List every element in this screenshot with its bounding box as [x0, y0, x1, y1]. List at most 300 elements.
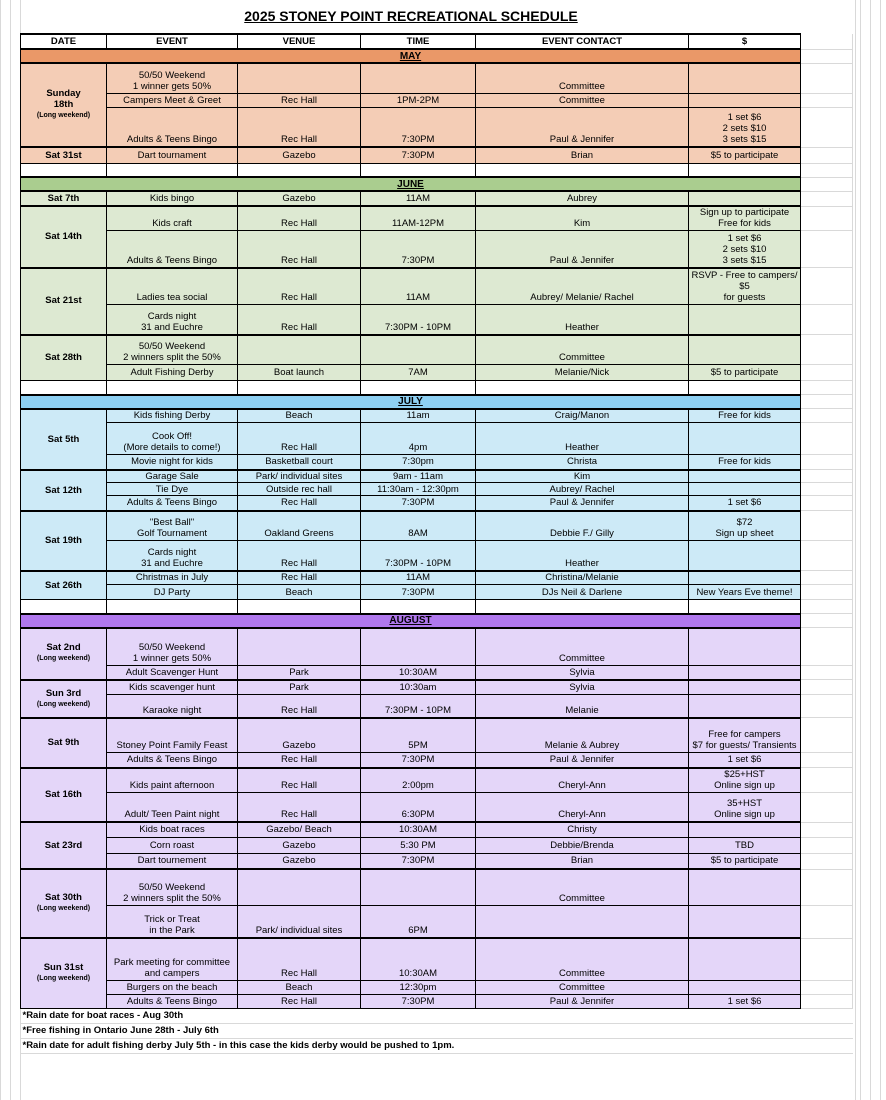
- event-row: [21, 938, 853, 980]
- event-row: [21, 718, 853, 753]
- event-venue: [238, 628, 361, 666]
- empty-cell: [801, 666, 853, 680]
- event-row: [21, 147, 853, 163]
- event-venue: Rec Hall: [238, 268, 361, 305]
- event-contact: Christy: [476, 822, 689, 837]
- event-price: New Years Eve theme!: [689, 585, 801, 600]
- empty-cell: [361, 381, 476, 395]
- event-contact: Aubrey/ Rachel: [476, 483, 689, 496]
- empty-cell: [801, 268, 853, 305]
- event-contact: Brian: [476, 147, 689, 163]
- event-name: Ladies tea social: [107, 268, 238, 305]
- empty-cell: [801, 483, 853, 496]
- empty-cell: [801, 49, 853, 63]
- long-weekend-note: (Long weekend): [36, 700, 91, 708]
- event-name: 50/50 Weekend 1 winner gets 50%: [107, 63, 238, 93]
- event-date-label: Sat 7th: [47, 193, 80, 204]
- empty-cell: [476, 163, 689, 177]
- event-venue: Rec Hall: [238, 695, 361, 718]
- event-date: [21, 628, 107, 680]
- event-price: [689, 571, 801, 585]
- empty-cell: [801, 409, 853, 423]
- event-venue: Beach: [238, 585, 361, 600]
- empty-cell: [238, 381, 361, 395]
- spacer-row: [21, 600, 853, 614]
- event-venue: Rec Hall: [238, 938, 361, 980]
- event-row: [21, 93, 853, 107]
- event-date-label: Sat 28th: [45, 351, 82, 363]
- spacer-row: [21, 381, 853, 395]
- empty-cell: [21, 381, 107, 395]
- event-venue: Rec Hall: [238, 231, 361, 268]
- event-venue: Gazebo: [238, 191, 361, 206]
- event-time: 7:30PM: [361, 107, 476, 147]
- event-venue: Rec Hall: [238, 994, 361, 1008]
- event-venue: Rec Hall: [238, 768, 361, 793]
- empty-cell: [801, 869, 853, 905]
- schedule-table: [20, 33, 853, 1054]
- event-venue: Oakland Greens: [238, 511, 361, 541]
- empty-cell: [801, 470, 853, 483]
- event-name: Karaoke night: [107, 695, 238, 718]
- empty-cell: [801, 822, 853, 837]
- empty-cell: [801, 34, 853, 49]
- empty-cell: [801, 541, 853, 571]
- event-name: Adult Scavenger Hunt: [107, 666, 238, 680]
- empty-cell: [801, 395, 853, 409]
- schedule-title: 2025 STONEY POINT RECREATIONAL SCHEDULE: [244, 8, 578, 24]
- event-contact: Heather: [476, 305, 689, 335]
- event-name: Kids bingo: [107, 191, 238, 206]
- empty-cell: [21, 163, 107, 177]
- event-row: [21, 571, 853, 585]
- event-venue: [238, 335, 361, 365]
- event-price: Free for kids: [689, 409, 801, 423]
- empty-cell: [238, 600, 361, 614]
- event-venue: Rec Hall: [238, 93, 361, 107]
- event-price: 1 set $6 2 sets $10 3 sets $15: [689, 107, 801, 147]
- event-venue: Rec Hall: [238, 206, 361, 231]
- event-price: 1 set $6: [689, 496, 801, 511]
- event-venue: Rec Hall: [238, 423, 361, 455]
- event-name: Kids craft: [107, 206, 238, 231]
- empty-cell: [238, 163, 361, 177]
- event-contact: Committee: [476, 93, 689, 107]
- empty-cell: [801, 231, 853, 268]
- empty-cell: [801, 511, 853, 541]
- event-venue: Gazebo: [238, 718, 361, 753]
- empty-cell: [801, 63, 853, 93]
- event-contact: Sylvia: [476, 666, 689, 680]
- event-time: 10:30AM: [361, 822, 476, 837]
- event-name: Cards night 31 and Euchre: [107, 541, 238, 571]
- event-price: [689, 980, 801, 994]
- event-date-label: Sunday 18th: [46, 88, 81, 110]
- event-venue: Rec Hall: [238, 496, 361, 511]
- event-row: [21, 206, 853, 231]
- event-price: $5 to participate: [689, 365, 801, 381]
- long-weekend-note: (Long weekend): [36, 974, 91, 982]
- event-time: 7:30PM: [361, 585, 476, 600]
- event-row: [21, 423, 853, 455]
- event-date-label: Sat 14th: [45, 230, 82, 242]
- event-name: Trick or Treat in the Park: [107, 905, 238, 938]
- event-time: 7:30PM - 10PM: [361, 305, 476, 335]
- header-contact: EVENT CONTACT: [476, 34, 689, 49]
- event-price: 1 set $6 2 sets $10 3 sets $15: [689, 231, 801, 268]
- empty-cell: [476, 600, 689, 614]
- event-price: [689, 695, 801, 718]
- schedule-body: [21, 34, 853, 1053]
- event-venue: Rec Hall: [238, 753, 361, 768]
- event-price: [689, 470, 801, 483]
- event-date-label: Sat 5th: [47, 433, 80, 445]
- empty-cell: [801, 905, 853, 938]
- event-contact: Kim: [476, 206, 689, 231]
- event-date-label: Sat 9th: [47, 736, 80, 748]
- event-row: [21, 869, 853, 905]
- event-venue: Beach: [238, 409, 361, 423]
- event-time: 11AM: [361, 268, 476, 305]
- event-venue: [238, 63, 361, 93]
- event-name: "Best Ball" Golf Tournament: [107, 511, 238, 541]
- event-name: Cook Off! (More details to come!): [107, 423, 238, 455]
- event-price: [689, 541, 801, 571]
- footnote-row: [21, 1038, 853, 1053]
- event-row: [21, 980, 853, 994]
- event-row: [21, 792, 853, 822]
- event-contact: Aubrey: [476, 191, 689, 206]
- month-name: JULY: [21, 395, 801, 409]
- event-row: [21, 994, 853, 1008]
- empty-cell: [107, 163, 238, 177]
- event-contact: Paul & Jennifer: [476, 994, 689, 1008]
- event-venue: Park: [238, 680, 361, 695]
- event-name: Adults & Teens Bingo: [107, 496, 238, 511]
- event-name: Stoney Point Family Feast: [107, 718, 238, 753]
- event-contact: DJs Neil & Darlene: [476, 585, 689, 600]
- event-name: Cards night 31 and Euchre: [107, 305, 238, 335]
- header-price: $: [689, 34, 801, 49]
- spacer-row: [21, 163, 853, 177]
- event-venue: Rec Hall: [238, 792, 361, 822]
- event-row: [21, 753, 853, 768]
- event-date: [21, 63, 107, 147]
- header-event: EVENT: [107, 34, 238, 49]
- event-price: $5 to participate: [689, 853, 801, 869]
- event-price: [689, 191, 801, 206]
- empty-cell: [801, 147, 853, 163]
- month-header-row: [21, 395, 853, 409]
- event-time: [361, 869, 476, 905]
- event-time: 11:30am - 12:30pm: [361, 483, 476, 496]
- event-time: 7:30PM: [361, 231, 476, 268]
- empty-cell: [801, 571, 853, 585]
- event-contact: Debbie/Brenda: [476, 837, 689, 853]
- empty-cell: [801, 163, 853, 177]
- event-price: [689, 628, 801, 666]
- event-row: [21, 191, 853, 206]
- event-row: [21, 768, 853, 793]
- event-date: [21, 869, 107, 938]
- event-venue: Basketball court: [238, 455, 361, 470]
- event-price: RSVP - Free to campers/ $5 for guests: [689, 268, 801, 305]
- empty-cell: [801, 938, 853, 980]
- event-venue: Rec Hall: [238, 107, 361, 147]
- empty-cell: [801, 206, 853, 231]
- event-venue: Boat launch: [238, 365, 361, 381]
- event-row: [21, 231, 853, 268]
- long-weekend-note: (Long weekend): [36, 655, 91, 662]
- empty-cell: [801, 496, 853, 511]
- empty-cell: [801, 600, 853, 614]
- event-date-label: Sat 19th: [45, 534, 82, 546]
- event-row: [21, 666, 853, 680]
- event-name: Adult Fishing Derby: [107, 365, 238, 381]
- event-date-label: Sat 16th: [45, 788, 82, 800]
- event-price: [689, 423, 801, 455]
- event-price: $72 Sign up sheet: [689, 511, 801, 541]
- empty-cell: [689, 163, 801, 177]
- event-time: 7:30PM - 10PM: [361, 541, 476, 571]
- header-venue: VENUE: [238, 34, 361, 49]
- event-date-label: Sun 3rd: [45, 687, 82, 699]
- empty-cell: [107, 381, 238, 395]
- event-name: Adults & Teens Bingo: [107, 231, 238, 268]
- event-contact: Heather: [476, 423, 689, 455]
- event-row: [21, 680, 853, 695]
- event-time: 10:30am: [361, 680, 476, 695]
- empty-cell: [801, 614, 853, 628]
- event-time: 11AM: [361, 571, 476, 585]
- event-price: [689, 335, 801, 365]
- month-name: MAY: [21, 49, 801, 63]
- empty-cell: [801, 768, 853, 793]
- event-date: [21, 335, 107, 381]
- event-row: [21, 268, 853, 305]
- event-price: [689, 680, 801, 695]
- event-contact: Melanie & Aubrey: [476, 718, 689, 753]
- event-venue: Rec Hall: [238, 541, 361, 571]
- empty-cell: [801, 837, 853, 853]
- event-time: 11am: [361, 409, 476, 423]
- event-row: [21, 541, 853, 571]
- event-date: [21, 470, 107, 511]
- event-time: 1PM-2PM: [361, 93, 476, 107]
- event-contact: Kim: [476, 470, 689, 483]
- event-row: [21, 695, 853, 718]
- event-venue: Gazebo: [238, 853, 361, 869]
- event-venue: Rec Hall: [238, 305, 361, 335]
- event-name: Movie night for kids: [107, 455, 238, 470]
- event-venue: [238, 869, 361, 905]
- event-name: Adults & Teens Bingo: [107, 107, 238, 147]
- event-venue: Rec Hall: [238, 571, 361, 585]
- event-price: [689, 63, 801, 93]
- event-date-label: Sun 31st: [43, 961, 84, 973]
- event-price: [689, 305, 801, 335]
- event-name: Adult/ Teen Paint night: [107, 792, 238, 822]
- empty-cell: [801, 680, 853, 695]
- event-time: [361, 63, 476, 93]
- event-date-label: Sat 21st: [45, 295, 82, 306]
- event-time: [361, 628, 476, 666]
- empty-cell: [361, 600, 476, 614]
- event-row: [21, 585, 853, 600]
- event-date: [21, 206, 107, 268]
- event-contact: Committee: [476, 335, 689, 365]
- empty-cell: [801, 365, 853, 381]
- event-time: 5PM: [361, 718, 476, 753]
- empty-cell: [801, 177, 853, 191]
- header-date: DATE: [21, 34, 107, 49]
- event-time: 6PM: [361, 905, 476, 938]
- empty-cell: [801, 423, 853, 455]
- header-time: TIME: [361, 34, 476, 49]
- event-row: [21, 455, 853, 470]
- event-name: Christmas in July: [107, 571, 238, 585]
- empty-cell: [801, 305, 853, 335]
- empty-cell: [801, 718, 853, 753]
- event-date: [21, 147, 107, 163]
- event-time: 4pm: [361, 423, 476, 455]
- event-row: [21, 837, 853, 853]
- event-price: [689, 938, 801, 980]
- event-date-label: Sat 23rd: [44, 840, 83, 851]
- event-venue: Outside rec hall: [238, 483, 361, 496]
- event-row: [21, 853, 853, 869]
- event-price: Free for campers $7 for guests/ Transients: [689, 718, 801, 753]
- event-price: [689, 822, 801, 837]
- event-name: Burgers on the beach: [107, 980, 238, 994]
- empty-cell: [21, 600, 107, 614]
- event-time: 6:30PM: [361, 792, 476, 822]
- event-price: [689, 483, 801, 496]
- month-header-row: [21, 614, 853, 628]
- event-time: 11AM-12PM: [361, 206, 476, 231]
- event-venue: Gazebo: [238, 147, 361, 163]
- event-price: 35+HST Online sign up: [689, 792, 801, 822]
- event-date-label: Sat 26th: [45, 579, 82, 591]
- event-row: [21, 822, 853, 837]
- event-price: TBD: [689, 837, 801, 853]
- event-date: [21, 768, 107, 823]
- event-contact: Debbie F./ Gilly: [476, 511, 689, 541]
- empty-cell: [801, 695, 853, 718]
- event-name: Kids fishing Derby: [107, 409, 238, 423]
- empty-cell: [801, 792, 853, 822]
- event-contact: Paul & Jennifer: [476, 753, 689, 768]
- footnote: *Rain date for adult fishing derby July 5th - in this case the kids derby would be pushed to 1pm.: [21, 1038, 853, 1053]
- event-row: [21, 496, 853, 511]
- event-row: [21, 483, 853, 496]
- event-time: 7AM: [361, 365, 476, 381]
- event-name: Dart tournament: [107, 147, 238, 163]
- event-venue: Gazebo: [238, 837, 361, 853]
- month-name: JUNE: [21, 177, 801, 191]
- footnote: *Rain date for boat races - Aug 30th: [21, 1008, 853, 1023]
- event-time: 7:30PM: [361, 496, 476, 511]
- event-venue: Park/ individual sites: [238, 470, 361, 483]
- empty-cell: [361, 163, 476, 177]
- event-row: [21, 628, 853, 666]
- event-price: $5 to participate: [689, 147, 801, 163]
- event-row: [21, 107, 853, 147]
- event-row: [21, 305, 853, 335]
- event-contact: Melanie: [476, 695, 689, 718]
- event-date: [21, 511, 107, 571]
- footnote-row: [21, 1023, 853, 1038]
- event-date: [21, 938, 107, 1008]
- event-row: [21, 409, 853, 423]
- empty-cell: [801, 191, 853, 206]
- empty-cell: [801, 980, 853, 994]
- event-contact: Heather: [476, 541, 689, 571]
- event-contact: Committee: [476, 628, 689, 666]
- event-time: 9am - 11am: [361, 470, 476, 483]
- event-time: 7:30PM: [361, 994, 476, 1008]
- event-contact: Committee: [476, 980, 689, 994]
- empty-cell: [801, 107, 853, 147]
- event-contact: Committee: [476, 938, 689, 980]
- event-name: 50/50 Weekend 1 winner gets 50%: [107, 628, 238, 666]
- event-contact: Aubrey/ Melanie/ Rachel: [476, 268, 689, 305]
- event-time: 5:30 PM: [361, 837, 476, 853]
- event-contact: Paul & Jennifer: [476, 107, 689, 147]
- empty-cell: [801, 93, 853, 107]
- empty-cell: [801, 585, 853, 600]
- event-contact: Cheryl-Ann: [476, 792, 689, 822]
- footnote: *Free fishing in Ontario June 28th - July 6th: [21, 1023, 853, 1038]
- month-header-row: [21, 49, 853, 63]
- event-date: [21, 680, 107, 718]
- event-contact: Brian: [476, 853, 689, 869]
- event-date: [21, 718, 107, 768]
- event-time: 11AM: [361, 191, 476, 206]
- header-row: [21, 34, 853, 49]
- empty-cell: [689, 381, 801, 395]
- event-time: [361, 335, 476, 365]
- empty-cell: [801, 753, 853, 768]
- event-time: 10:30AM: [361, 938, 476, 980]
- empty-cell: [476, 381, 689, 395]
- event-row: [21, 511, 853, 541]
- month-name: AUGUST: [21, 614, 801, 628]
- empty-cell: [801, 994, 853, 1008]
- empty-cell: [689, 600, 801, 614]
- event-venue: Beach: [238, 980, 361, 994]
- event-time: 7:30PM: [361, 853, 476, 869]
- event-contact: Sylvia: [476, 680, 689, 695]
- empty-cell: [801, 853, 853, 869]
- event-price: Free for kids: [689, 455, 801, 470]
- event-time: 8AM: [361, 511, 476, 541]
- event-date-label: Sat 30th: [45, 892, 82, 903]
- event-name: DJ Party: [107, 585, 238, 600]
- event-row: [21, 335, 853, 365]
- event-date: [21, 268, 107, 335]
- event-contact: Committee: [476, 869, 689, 905]
- empty-cell: [801, 335, 853, 365]
- event-time: 7:30PM: [361, 753, 476, 768]
- event-time: 10:30AM: [361, 666, 476, 680]
- footnote-row: [21, 1008, 853, 1023]
- event-contact: [476, 905, 689, 938]
- event-name: Campers Meet & Greet: [107, 93, 238, 107]
- empty-cell: [801, 381, 853, 395]
- event-price: [689, 905, 801, 938]
- event-price: [689, 869, 801, 905]
